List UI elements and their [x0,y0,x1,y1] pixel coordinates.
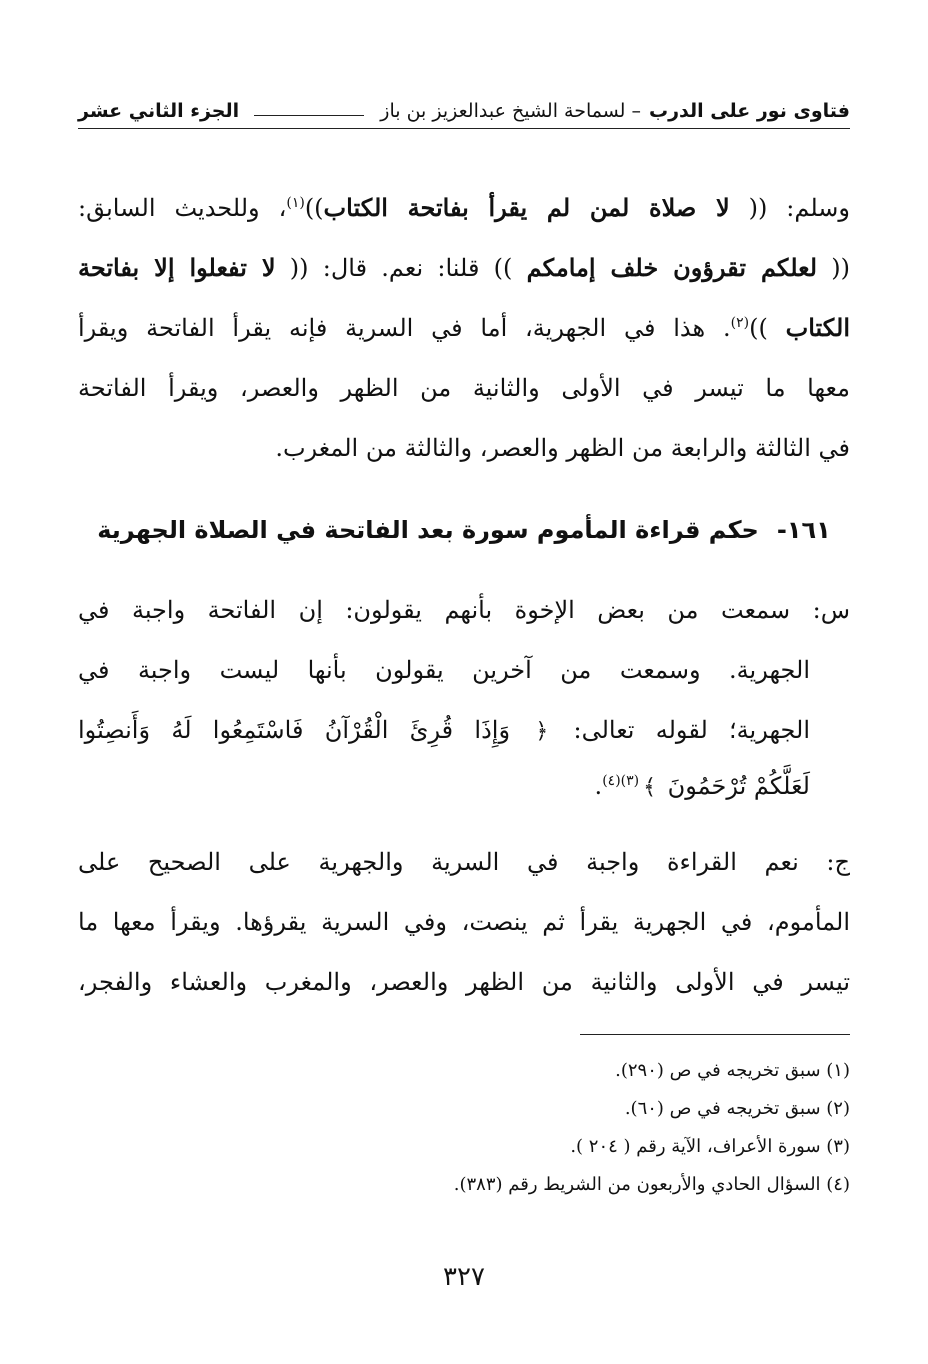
text-line: الجهرية. وسمعت من آخرين يقولون بأنها ليست واجبة في [78,656,810,684]
hadith-quote: لعلكم تقرؤون خلف إمامكم [526,253,818,282]
text-line: المأموم، في الجهرية يقرأ ثم ينصت، وفي السرية يقرؤها. ويقرأ معها ما [78,908,850,936]
text-line: الكتاب ))$^{(٢)}$. هذا في الجهرية، أما في السرية فإنه يقرأ الفاتحة ويقرأ [78,313,851,342]
footnotes [78,1052,850,1204]
text-line: الجهرية؛ لقوله تعالى: ﴿ وَإِذَا قُرِئَ الْقُرْآنُ فَاسْتَمِعُوا لَهُ وَأَنصِتُوا [78,716,811,744]
text-line: معها ما تيسر في الأولى والثانية من الظهر والعصر، ويقرأ الفاتحة [78,374,850,402]
footnote-divider [580,1034,850,1035]
section-title: حكم قراءة المأموم سورة بعد الفاتحة في الصلاة الجهرية [97,516,759,544]
section-heading [78,505,850,555]
paragraph-intro [78,178,850,488]
footnote-ref: (٣)(٤) [602,773,640,789]
footnote: (١) سبق تخريجه في ص (٢٩٠). [615,1060,850,1081]
book-title: فتاوى نور على الدرب [649,100,850,122]
text-line: في الثالثة والرابعة من الظهر والعصر، والثالثة من المغرب. [275,434,850,462]
text-line: لَعَلَّكُمْ تُرْحَمُونَ ﴾$^{(٣)(٤)}$. [594,772,810,800]
hadith-quote: لا تفعلوا إلا بفاتحة [78,253,276,282]
footnote: (٢) سبق تخريجه في ص (٦٠). [624,1098,850,1119]
header-dash-rule [254,115,364,116]
text-line: (( لعلكم تقرؤون خلف إمامكم )) قلنا: نعم. قال: (( لا تفعلوا إلا بفاتحة [78,253,850,282]
question-paragraph [78,580,850,820]
text-line: ج: نعم القراءة واجبة في السرية والجهرية على الصحيح على [78,848,850,876]
author-line: – لسماحة الشيخ عبدالعزيز بن باز [380,100,641,122]
hadith-quote: الكتاب [785,313,851,342]
footnote-ref: (٢) [730,315,750,331]
footnote-ref: (١) [286,195,305,211]
quran-bracket-open-icon: ﴿ [535,719,549,744]
text-line: س: سمعت من بعض الإخوة بأنهم يقولون: إن الفاتحة واجبة في [78,596,850,624]
hadith-quote: لا صلاة لمن لم يقرأ بفاتحة الكتاب [323,193,730,222]
quran-bracket-close-icon: ﴾ [643,775,657,800]
page-number: ٣٢٧ [443,1262,485,1292]
footnote: (٤) السؤال الحادي والأربعون من الشريط رقم (٣٨٣). [453,1174,850,1195]
section-number: ١٦١- [776,516,831,544]
quran-verse: وَإِذَا قُرِئَ الْقُرْآنُ فَاسْتَمِعُوا لَهُ وَأَنصِتُوا [78,716,532,744]
volume-label: الجزء الثاني عشر [78,100,240,122]
text-line: وسلم: (( لا صلاة لمن لم يقرأ بفاتحة الكتاب))$^{(١)}$، وللحديث السابق: [78,193,851,222]
text-line: تيسر في الأولى والثانية من الظهر والعصر، والمغرب والعشاء والفجر، [78,968,850,996]
footnote: (٣) سورة الأعراف، الآية رقم ( ٢٠٤ ). [570,1136,850,1157]
running-header [78,92,850,129]
header-title-group [246,100,850,128]
quran-verse: لَعَلَّكُمْ تُرْحَمُونَ [660,772,810,800]
answer-paragraph [78,832,850,1012]
